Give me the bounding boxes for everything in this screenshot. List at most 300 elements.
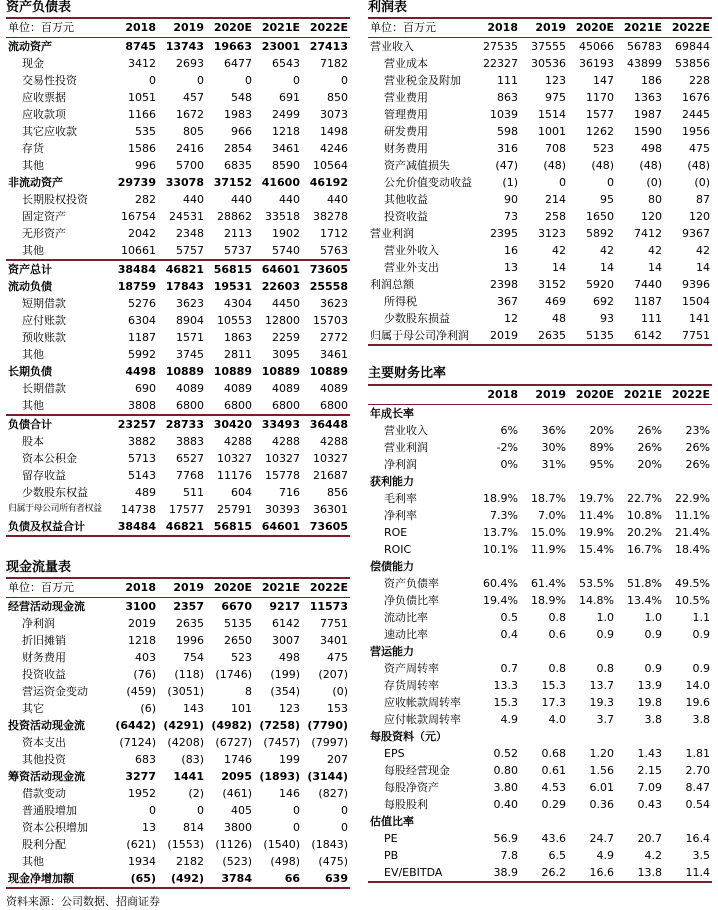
cell-value: (498) xyxy=(270,855,300,868)
cell-value: (118) xyxy=(174,668,204,681)
row-label: 其它应收款 xyxy=(22,125,77,138)
row-label: 固定资产 xyxy=(22,210,66,223)
cell-value: 16.7% xyxy=(627,543,662,556)
cell-value: 856 xyxy=(327,486,348,499)
row-label: 管理费用 xyxy=(384,108,428,121)
cell-value: (48) xyxy=(687,159,710,172)
cell-value: 1001 xyxy=(538,125,566,138)
table-row xyxy=(6,174,350,191)
cell-value: (6442) xyxy=(115,719,156,732)
cell-value: 56.9 xyxy=(493,832,518,845)
row-label: 财务费用 xyxy=(22,651,66,664)
cell-value: 16.4 xyxy=(685,832,710,845)
cell-value xyxy=(664,728,712,745)
cell-value: 3461 xyxy=(320,348,348,361)
cell-value: 17.3 xyxy=(541,696,566,709)
cell-value: 8.47 xyxy=(685,781,710,794)
cell-value: 19.8 xyxy=(637,696,662,709)
row-label: 归属于母公司所有者权益 xyxy=(8,504,102,514)
cell-value: 15703 xyxy=(313,314,348,327)
cell-value: 0.29 xyxy=(541,798,566,811)
cell-value: 6477 xyxy=(224,57,252,70)
cell-value: 0.9 xyxy=(644,628,662,641)
cell-value: 4089 xyxy=(320,382,348,395)
table-row xyxy=(368,830,712,847)
cell-value: 7.0% xyxy=(538,509,566,522)
table-row xyxy=(368,140,712,157)
cell-value: 4288 xyxy=(320,435,348,448)
cell-value: 1672 xyxy=(176,108,204,121)
table-row xyxy=(6,123,350,140)
cell-value: 7.3% xyxy=(490,509,518,522)
cell-value xyxy=(520,473,568,490)
row-label: 其他投资 xyxy=(22,753,66,766)
row-label: PE xyxy=(384,832,398,845)
row-label: 营运资金变动 xyxy=(22,685,88,698)
cell-value: 8 xyxy=(245,685,252,698)
cell-value: 28862 xyxy=(217,210,252,223)
year-header: 2022E xyxy=(302,578,350,598)
row-label: 每股股利 xyxy=(384,798,428,811)
cell-value: (621) xyxy=(126,838,156,851)
row-label: 其他收益 xyxy=(384,193,428,206)
cell-value: 23% xyxy=(685,424,710,437)
cell-value: 16.6 xyxy=(568,864,616,882)
table-row xyxy=(368,660,712,677)
cell-value: 0.5 xyxy=(500,611,518,624)
cell-value: 0.9 xyxy=(596,628,614,641)
cell-value: 22603 xyxy=(261,280,300,293)
cell-value: 5135 xyxy=(568,327,616,345)
cell-value: 43899 xyxy=(627,57,662,70)
cell-value: 3808 xyxy=(128,399,156,412)
cell-value: 9396 xyxy=(682,278,710,291)
year-header: 2021E xyxy=(254,578,302,598)
row-label: 获利能力 xyxy=(370,475,414,488)
cell-value: 14 xyxy=(696,261,710,274)
table-row xyxy=(368,847,712,864)
cell-value: 1676 xyxy=(682,91,710,104)
unit-label xyxy=(368,385,472,405)
cell-value: (7124) xyxy=(119,736,156,749)
cell-value: (76) xyxy=(133,668,156,681)
cell-value: 6543 xyxy=(272,57,300,70)
table-row xyxy=(368,456,712,473)
cell-value: 0 xyxy=(341,804,348,817)
cell-value: 13.7% xyxy=(483,526,518,539)
cell-value: 475 xyxy=(689,142,710,155)
table-row xyxy=(6,870,350,888)
income-statement-title: 利润表 xyxy=(368,0,408,15)
cell-value: 123 xyxy=(279,702,300,715)
cell-value: 11.9% xyxy=(531,543,566,556)
row-label: ROE xyxy=(384,526,408,539)
cell-value: 6800 xyxy=(224,399,252,412)
cell-value: 14 xyxy=(648,261,662,274)
row-label: 少数股东损益 xyxy=(384,312,450,325)
cash-flow-table xyxy=(6,577,350,889)
cell-value xyxy=(616,643,664,660)
cell-value: 1514 xyxy=(538,108,566,121)
cell-value: 26% xyxy=(685,441,710,454)
row-label: 净利润 xyxy=(22,617,55,630)
source-note: 资料来源：公司数据、招商证券 xyxy=(6,895,160,908)
cell-value: 11.1% xyxy=(675,509,710,522)
cell-value: 61.4% xyxy=(531,577,566,590)
cell-value: 19.6 xyxy=(685,696,710,709)
cell-value: 101 xyxy=(231,702,252,715)
cell-value: 33078 xyxy=(165,176,204,189)
cell-value: (0) xyxy=(646,176,662,189)
cell-value: 0.80 xyxy=(493,764,518,777)
cell-value: 13743 xyxy=(165,40,204,53)
cell-value: 0.36 xyxy=(589,798,614,811)
cell-value xyxy=(568,643,616,660)
cell-value: 11.4% xyxy=(579,509,614,522)
cell-value: (6727) xyxy=(215,736,252,749)
cell-value: 4304 xyxy=(224,297,252,310)
cell-value: 5763 xyxy=(320,244,348,257)
cell-value: (1893) xyxy=(259,770,300,783)
row-label: 负债合计 xyxy=(6,415,110,433)
row-label: 应收票据 xyxy=(22,91,66,104)
cell-value: 1.0 xyxy=(596,611,614,624)
cell-value: 440 xyxy=(183,193,204,206)
table-row xyxy=(368,72,712,89)
cell-value: 147 xyxy=(593,74,614,87)
row-label: 少数股东权益 xyxy=(22,486,88,499)
year-header: 2020E xyxy=(568,385,616,405)
cell-value: 3095 xyxy=(272,348,300,361)
row-label: 资产周转率 xyxy=(384,662,439,675)
row-label: 折旧摊销 xyxy=(22,634,66,647)
cell-value: 2635 xyxy=(176,617,204,630)
cell-value: 80 xyxy=(648,193,662,206)
cell-value: 228 xyxy=(689,74,710,87)
cell-value: 10889 xyxy=(213,365,252,378)
cell-value xyxy=(568,813,616,830)
cell-value: 10327 xyxy=(217,452,252,465)
cell-value: 489 xyxy=(135,486,156,499)
cell-value: 13.9 xyxy=(637,679,662,692)
row-label: 速动比率 xyxy=(384,628,428,641)
cell-value xyxy=(616,728,664,745)
table-row xyxy=(368,575,712,592)
row-label: 长期股权投资 xyxy=(22,193,88,206)
cell-value: 3123 xyxy=(538,227,566,240)
cell-value: 17577 xyxy=(169,503,204,516)
row-label: 存货周转率 xyxy=(384,679,439,692)
year-header: 2018 xyxy=(110,18,158,38)
cell-value: 6% xyxy=(500,424,518,437)
cell-value: 1.0 xyxy=(644,611,662,624)
row-label: 投资收益 xyxy=(384,210,428,223)
cell-value: 814 xyxy=(183,821,204,834)
row-label: 营业收入 xyxy=(370,40,414,53)
row-label: 净利润 xyxy=(384,458,417,471)
cell-value: (48) xyxy=(639,159,662,172)
row-label: 营业外收入 xyxy=(384,244,439,257)
row-label: 利润总额 xyxy=(370,278,414,291)
table-row xyxy=(6,717,350,734)
row-label: 留存收益 xyxy=(22,469,66,482)
cell-value: (1) xyxy=(502,176,518,189)
table-row xyxy=(368,694,712,711)
cell-value: 48 xyxy=(552,312,566,325)
table-row xyxy=(6,734,350,751)
cell-value: 0.54 xyxy=(685,798,710,811)
cell-value: 25558 xyxy=(309,280,348,293)
row-label: 应收帐款周转率 xyxy=(384,696,461,709)
cell-value: 19531 xyxy=(213,280,252,293)
table-row xyxy=(6,106,350,123)
row-label: 营业利润 xyxy=(384,441,428,454)
cell-value: (65) xyxy=(110,870,158,888)
cell-value: (7997) xyxy=(311,736,348,749)
cell-value: 22327 xyxy=(483,57,518,70)
cell-value: 22.7% xyxy=(627,492,662,505)
table-row xyxy=(6,484,350,501)
table-header-row xyxy=(368,18,712,38)
cell-value: 42 xyxy=(600,244,614,257)
row-label: 所得税 xyxy=(384,295,417,308)
cell-value: 2113 xyxy=(224,227,252,240)
cell-value xyxy=(664,405,712,423)
cell-value: 26% xyxy=(637,441,662,454)
cell-value: 73 xyxy=(504,210,518,223)
cell-value: 5740 xyxy=(272,244,300,257)
year-header: 2021E xyxy=(616,18,664,38)
cell-value: 69844 xyxy=(675,40,710,53)
row-label: 经营活动现金流 xyxy=(8,600,85,613)
row-label: 营业外支出 xyxy=(384,261,439,274)
cell-value: 367 xyxy=(497,295,518,308)
cell-value: 24.7 xyxy=(589,832,614,845)
row-label: 估值比率 xyxy=(370,815,414,828)
cell-value: (4982) xyxy=(211,719,252,732)
cell-value: 0 xyxy=(197,804,204,817)
table-row xyxy=(6,615,350,632)
table-row xyxy=(368,507,712,524)
cell-value: 49.5% xyxy=(675,577,710,590)
cell-value: 143 xyxy=(183,702,204,715)
cell-value: 690 xyxy=(135,382,156,395)
table-row xyxy=(6,278,350,295)
cell-value: 1902 xyxy=(272,227,300,240)
row-label: 资本支出 xyxy=(22,736,66,749)
cell-value: 56783 xyxy=(627,40,662,53)
cell-value: 1262 xyxy=(586,125,614,138)
cell-value: 1952 xyxy=(128,787,156,800)
cell-value: 1712 xyxy=(320,227,348,240)
cell-value: 2398 xyxy=(490,278,518,291)
cell-value: 0 xyxy=(341,821,348,834)
row-label: 普通股增加 xyxy=(22,804,77,817)
cell-value xyxy=(472,558,520,575)
table-row xyxy=(368,864,712,882)
cell-value: 498 xyxy=(279,651,300,664)
table-row xyxy=(6,598,350,616)
cell-value: 4288 xyxy=(272,435,300,448)
cell-value: 1039 xyxy=(490,108,518,121)
cell-value: 7768 xyxy=(176,469,204,482)
cell-value: 5713 xyxy=(128,452,156,465)
row-label: 毛利率 xyxy=(384,492,417,505)
cash-flow-title: 现金流量表 xyxy=(6,560,72,575)
cell-value: 10327 xyxy=(313,452,348,465)
row-label: 研发费用 xyxy=(384,125,428,138)
cell-value: 21.4% xyxy=(675,526,710,539)
row-label: 公允价值变动收益 xyxy=(384,176,472,189)
cell-value xyxy=(616,405,664,423)
cell-value: 996 xyxy=(135,159,156,172)
cell-value: 511 xyxy=(183,486,204,499)
year-header: 2018 xyxy=(472,385,520,405)
table-row xyxy=(6,191,350,208)
cell-value: 1577 xyxy=(586,108,614,121)
cell-value: 46821 xyxy=(158,260,206,278)
cell-value: 10889 xyxy=(165,365,204,378)
cell-value xyxy=(472,813,520,830)
ratios-title: 主要财务比率 xyxy=(368,366,447,381)
cell-value: 30% xyxy=(541,441,566,454)
table-row xyxy=(6,836,350,853)
cell-value: 10889 xyxy=(309,365,348,378)
cell-value: 1.20 xyxy=(589,747,614,760)
cell-value: 7412 xyxy=(634,227,662,240)
cell-value: 2772 xyxy=(320,331,348,344)
row-label: 股利分配 xyxy=(22,838,66,851)
cell-value: 2635 xyxy=(520,327,568,345)
cell-value: 20.7 xyxy=(637,832,662,845)
cell-value: 19.4% xyxy=(483,594,518,607)
cell-value: 13.4% xyxy=(627,594,662,607)
cell-value: (492) xyxy=(158,870,206,888)
cell-value: 708 xyxy=(545,142,566,155)
cell-value xyxy=(664,473,712,490)
row-label: 其他 xyxy=(22,244,44,257)
cell-value: 0 xyxy=(293,804,300,817)
row-label: 流动资产 xyxy=(8,40,52,53)
table-row xyxy=(6,450,350,467)
row-label: 长期借款 xyxy=(22,382,66,395)
table-row xyxy=(6,501,350,518)
cell-value: 498 xyxy=(641,142,662,155)
cell-value: 15.4% xyxy=(579,543,614,556)
cell-value: 2019 xyxy=(128,617,156,630)
cell-value: 20% xyxy=(589,424,614,437)
cell-value: 2357 xyxy=(173,600,204,613)
cell-value: 33493 xyxy=(254,415,302,433)
cell-value: 0 xyxy=(293,74,300,87)
cell-value: 523 xyxy=(231,651,252,664)
cell-value: 26% xyxy=(637,424,662,437)
cell-value: (47) xyxy=(495,159,518,172)
table-row xyxy=(368,123,712,140)
cell-value: 0.7 xyxy=(500,662,518,675)
cell-value: 16754 xyxy=(121,210,156,223)
cell-value: 1166 xyxy=(128,108,156,121)
table-row xyxy=(6,225,350,242)
cell-value: (7457) xyxy=(263,736,300,749)
cell-value: 3.80 xyxy=(493,781,518,794)
cell-value: 5737 xyxy=(224,244,252,257)
table-row xyxy=(6,518,350,536)
cell-value: 66 xyxy=(254,870,302,888)
cell-value: 0 xyxy=(197,74,204,87)
year-header: 2019 xyxy=(520,385,568,405)
row-label: 短期借款 xyxy=(22,297,66,310)
row-label: 流动负债 xyxy=(8,280,52,293)
cell-value: 11573 xyxy=(309,600,348,613)
row-label: 现金 xyxy=(22,57,44,70)
table-row xyxy=(6,208,350,225)
row-label: 资本公积金 xyxy=(22,452,77,465)
cell-value: 598 xyxy=(497,125,518,138)
cell-value: (207) xyxy=(318,668,348,681)
table-row xyxy=(6,700,350,717)
cell-value: 8590 xyxy=(272,159,300,172)
unit-label: 单位：百万元 xyxy=(6,18,110,38)
table-row xyxy=(6,819,350,836)
row-label: 其他 xyxy=(22,855,44,868)
cell-value: 27535 xyxy=(483,40,518,53)
cell-value: 4089 xyxy=(224,382,252,395)
cell-value: 4498 xyxy=(125,365,156,378)
cell-value: (523) xyxy=(222,855,252,868)
table-row xyxy=(368,541,712,558)
cell-value: 3412 xyxy=(128,57,156,70)
cell-value: 0.52 xyxy=(493,747,518,760)
cell-value: 42 xyxy=(648,244,662,257)
table-row xyxy=(368,157,712,174)
table-row xyxy=(368,242,712,259)
cell-value: 7.8 xyxy=(500,849,518,862)
row-label: 营业税金及附加 xyxy=(384,74,461,87)
unit-label: 单位：百万元 xyxy=(6,578,110,598)
cell-value: 10564 xyxy=(313,159,348,172)
cell-value: 6.5 xyxy=(548,849,566,862)
cell-value xyxy=(472,405,520,423)
cell-value: 141 xyxy=(689,312,710,325)
cell-value: 95% xyxy=(589,458,614,471)
cell-value: 53.5% xyxy=(579,577,614,590)
cell-value: (4208) xyxy=(167,736,204,749)
cell-value xyxy=(520,728,568,745)
row-label: 其他 xyxy=(22,159,44,172)
cell-value: 3883 xyxy=(176,435,204,448)
cell-value: 4.0 xyxy=(548,713,566,726)
table-row xyxy=(6,380,350,397)
cell-value: 22.9% xyxy=(675,492,710,505)
cell-value: 548 xyxy=(231,91,252,104)
cell-value: 1746 xyxy=(224,753,252,766)
table-row xyxy=(368,762,712,779)
table-row xyxy=(368,745,712,762)
row-label: ROIC xyxy=(384,543,412,556)
cell-value: (461) xyxy=(222,787,252,800)
cell-value: 12800 xyxy=(265,314,300,327)
cell-value: 2.70 xyxy=(685,764,710,777)
cell-value: 13.8 xyxy=(616,864,664,882)
cell-value: 403 xyxy=(135,651,156,664)
row-label: EPS xyxy=(384,747,405,760)
cell-value: 1983 xyxy=(224,108,252,121)
cell-value: (1843) xyxy=(311,838,348,851)
cell-value: 0.8 xyxy=(548,611,566,624)
row-label: 净利率 xyxy=(384,509,417,522)
ratios-table xyxy=(368,384,712,883)
